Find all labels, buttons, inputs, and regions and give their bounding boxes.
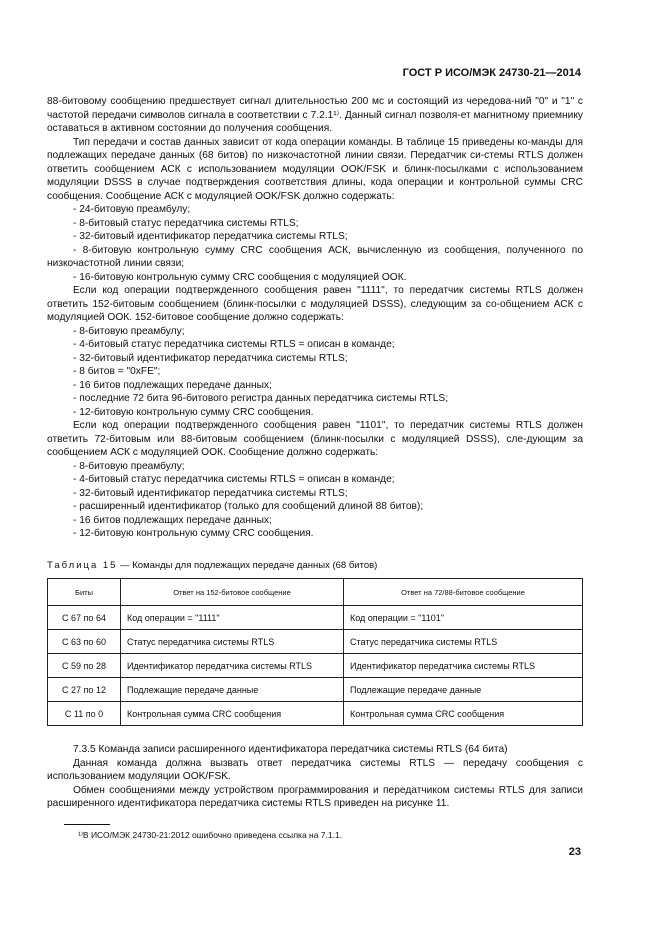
list-item: - 16 битов подлежащих передаче данных; <box>73 514 272 526</box>
list-item: - 12-битовую контрольную сумму CRC сообщения. <box>73 528 314 539</box>
list-item: - 16 битов подлежащих передаче данных; <box>73 379 272 391</box>
list-item: - 8-битовую преамбулу; <box>73 325 185 337</box>
table-cell: Контрольная сумма CRC сообщения <box>121 702 344 726</box>
list-item: - расширенный идентификатор (только для сообщений длиной 88 битов); <box>73 501 424 512</box>
list-item: - последние 72 бита 96-битового регистра данных передатчика системы RTLS; <box>73 393 449 404</box>
table-row <box>48 654 583 678</box>
list-item: - 4-битовый статус передатчика системы RTLS = описан в команде; <box>73 474 395 485</box>
table-cell: С 11 по 0 <box>48 702 121 726</box>
table-header-bits: Биты <box>48 579 121 606</box>
list-item: - 32-битовый идентификатор передатчика системы RTLS; <box>73 231 348 242</box>
table-header-152: Ответ на 152-битовое сообщение <box>121 579 344 606</box>
table-cell: С 59 по 28 <box>48 654 121 678</box>
table-cell: Подлежащие передаче данные <box>344 678 583 702</box>
list-item: - 4-битовый статус передатчика системы RTLS = описан в команде; <box>73 339 395 350</box>
page-number: 23 <box>568 846 581 858</box>
paragraph: Данная команда должна вызвать ответ передатчика системы RTLS — передачу сообщения с использованием модуляции OOK/FSK. <box>47 757 583 782</box>
table-cell: С 63 по 60 <box>48 630 121 654</box>
table-15 <box>47 578 583 726</box>
list-item: - 24-битовую преамбулу; <box>73 204 191 215</box>
table-row <box>48 630 583 654</box>
table-cell: С 27 по 12 <box>48 678 121 702</box>
table-cell: Контрольная сумма CRC сообщения <box>344 702 583 726</box>
footnote: ¹⁾В ИСО/МЭК 24730-21:2012 ошибочно приведена ссылка на 7.1.1. <box>78 830 343 840</box>
document-header: ГОСТ Р ИСО/МЭК 24730-21—2014 <box>402 67 581 79</box>
table-row <box>48 702 583 726</box>
table-cell: С 67 по 64 <box>48 606 121 630</box>
table-caption <box>47 560 377 571</box>
section-7-3-5 <box>47 743 583 811</box>
list-item: - 32-битовый идентификатор передатчика системы RTLS; <box>73 352 348 364</box>
paragraph: Если код операции подтвержденного сообщения равен "1111", то передатчик системы RTLS должен ответить 152-битовым сообщением (блинк-посылки с модуляцией DSSS), следующим за со-общением АСК с модуляцией ООК. 152-битовое сообщение должно содержать: <box>47 285 583 323</box>
table-cell: Код операции = "1101" <box>344 606 583 630</box>
list-item: - 8-битовую преамбулу; <box>73 460 185 472</box>
section-heading: 7.3.5 Команда записи расширенного идентификатора передатчика системы RTLS (64 бита) <box>73 744 508 755</box>
list-item: - 12-битовую контрольную сумму CRC сообщения. <box>73 406 314 418</box>
table-row <box>48 606 583 630</box>
footnote-divider <box>64 824 110 825</box>
table-cell: Идентификатор передатчика системы RTLS <box>121 654 344 678</box>
list-item: - 8-битовую контрольную сумму CRC сообщения АСК, вычисленную из сообщения, полученного по низкочастотной линии связи; <box>47 244 583 269</box>
table-header-72-88: Ответ на 72/88-битовое сообщение <box>344 579 583 606</box>
paragraph: Тип передачи и состав данных зависит от кода операции команды. В таблице 15 приведены ко-манды для подлежащих передаче данных (68 битов) по низкочастотной линии связи. Передатчик си-стемы RTLS должен ответить сообщением АСК с использованием модуляции OOK/FSK и блинк-посылками с использованием модуляции DSSS в случае подтверждения соответствия длины, кода операции и контрольной суммы CRC сообщения. Сообщение АСК с модуляцией OOK/FSK должно содержать: <box>47 136 583 202</box>
table-row <box>48 678 583 702</box>
table-cell: Идентификатор передатчика системы RTLS <box>344 654 583 678</box>
table-cell: Код операции = "1111" <box>121 606 344 630</box>
table-cell: Подлежащие передаче данные <box>121 678 344 702</box>
table-cell: Статус передатчика системы RTLS <box>344 630 583 654</box>
list-item: - 16-битовую контрольную сумму CRC сообщения с модуляцией ООК. <box>73 271 407 283</box>
list-item: - 8-битовый статус передатчика системы RTLS; <box>73 217 299 229</box>
list-item: - 32-битовый идентификатор передатчика системы RTLS; <box>73 487 348 499</box>
table-cell: Статус передатчика системы RTLS <box>121 630 344 654</box>
body-text <box>47 95 583 541</box>
paragraph: 88-битовому сообщению предшествует сигнал длительностью 200 мс и состоящий из чередова-ний "0" и "1" с частотой передачи символов сигнала в соответствии с 7.2.1¹⁾. Данный сигнал позволя-ет магнитному приемнику оставаться в активном состоянии до получения сообщения. <box>47 96 583 134</box>
table-caption-prefix: Таблица 15 <box>47 560 118 571</box>
table-caption-text: — Команды для подлежащих передаче данных (68 битов) <box>117 560 378 571</box>
paragraph: Обмен сообщениями между устройством программирования и передатчиком системы RTLS для записи расширенного идентификатора передатчика системы RTLS приведен на рисунке 11. <box>47 784 583 809</box>
paragraph: Если код операции подтвержденного сообщения равен "1101", то передатчик системы RTLS должен ответить 72-битовым или 88-битовым сообщением (блинк-посылки с модуляцией DSSS), сле-дующим за сообщением АСК с модуляцией ООК. Сообщение должно содержать: <box>47 420 583 458</box>
list-item: - 8 битов = "0xFE"; <box>73 366 161 377</box>
table-header-row <box>48 579 583 606</box>
